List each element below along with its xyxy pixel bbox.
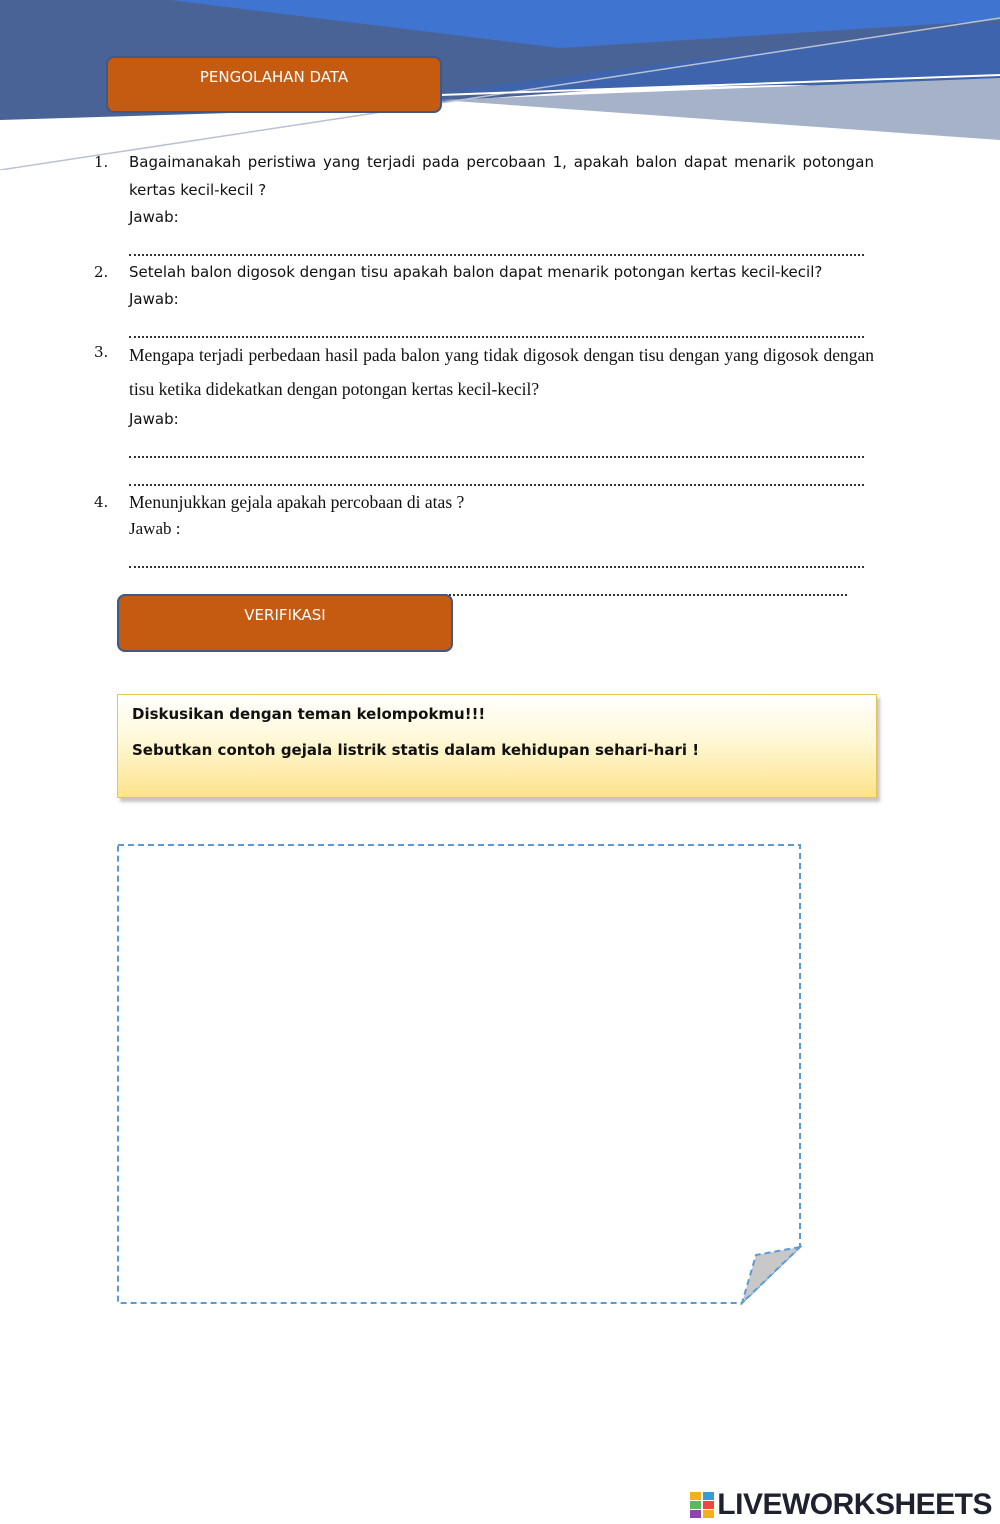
section-tab-verification <box>117 594 453 652</box>
question-number: 2. <box>94 263 109 281</box>
discussion-question: Sebutkan contoh gejala listrik statis dalam kehidupan sehari-hari ! <box>132 741 700 759</box>
answer-line[interactable] <box>129 570 847 596</box>
answer-label: Jawab : <box>129 519 181 538</box>
question-number: 3. <box>94 343 109 361</box>
question-number: 4. <box>94 493 109 511</box>
answer-line[interactable] <box>129 230 864 256</box>
answer-line[interactable] <box>129 432 864 458</box>
question-text: Menunjukkan gejala apakah percobaan di atas ? <box>129 492 465 512</box>
section-title: PENGOLAHAN DATA <box>199 68 349 86</box>
question-1 <box>94 148 874 258</box>
question-4 <box>94 488 874 598</box>
answer-label: Jawab: <box>129 410 179 428</box>
answer-line[interactable] <box>129 312 864 338</box>
answer-line[interactable] <box>129 460 864 486</box>
question-text: Bagaimanakah peristiwa yang terjadi pada percobaan 1, apakah balon dapat menarik potongan kertas kecil-kecil ? <box>129 153 874 199</box>
section-title: VERIFIKASI <box>244 606 326 624</box>
question-text: Setelah balon digosok dengan tisu apakah balon dapat menarik potongan kertas kecil-kecil? <box>129 263 823 281</box>
liveworksheets-logo-icon <box>690 1492 714 1518</box>
brand-logo <box>690 1488 992 1522</box>
answer-line[interactable] <box>129 542 864 568</box>
answer-note-area[interactable] <box>116 843 802 1305</box>
brand-name: LIVEWORKSHEETS <box>717 1488 992 1521</box>
answer-label: Jawab: <box>129 208 179 226</box>
answer-label: Jawab: <box>129 290 179 308</box>
question-text: Mengapa terjadi perbedaan hasil pada balon yang tidak digosok dengan tisu dengan yang digosok dengan tisu ketika didekatkan dengan potongan kertas kecil-kecil? <box>129 345 874 399</box>
discussion-instruction: Diskusikan dengan teman kelompokmu!!! <box>132 705 486 723</box>
section-tab-data-processing <box>106 56 442 113</box>
discussion-callout <box>117 694 877 798</box>
question-2 <box>94 258 874 340</box>
question-number: 1. <box>94 153 109 171</box>
question-3 <box>94 338 874 488</box>
